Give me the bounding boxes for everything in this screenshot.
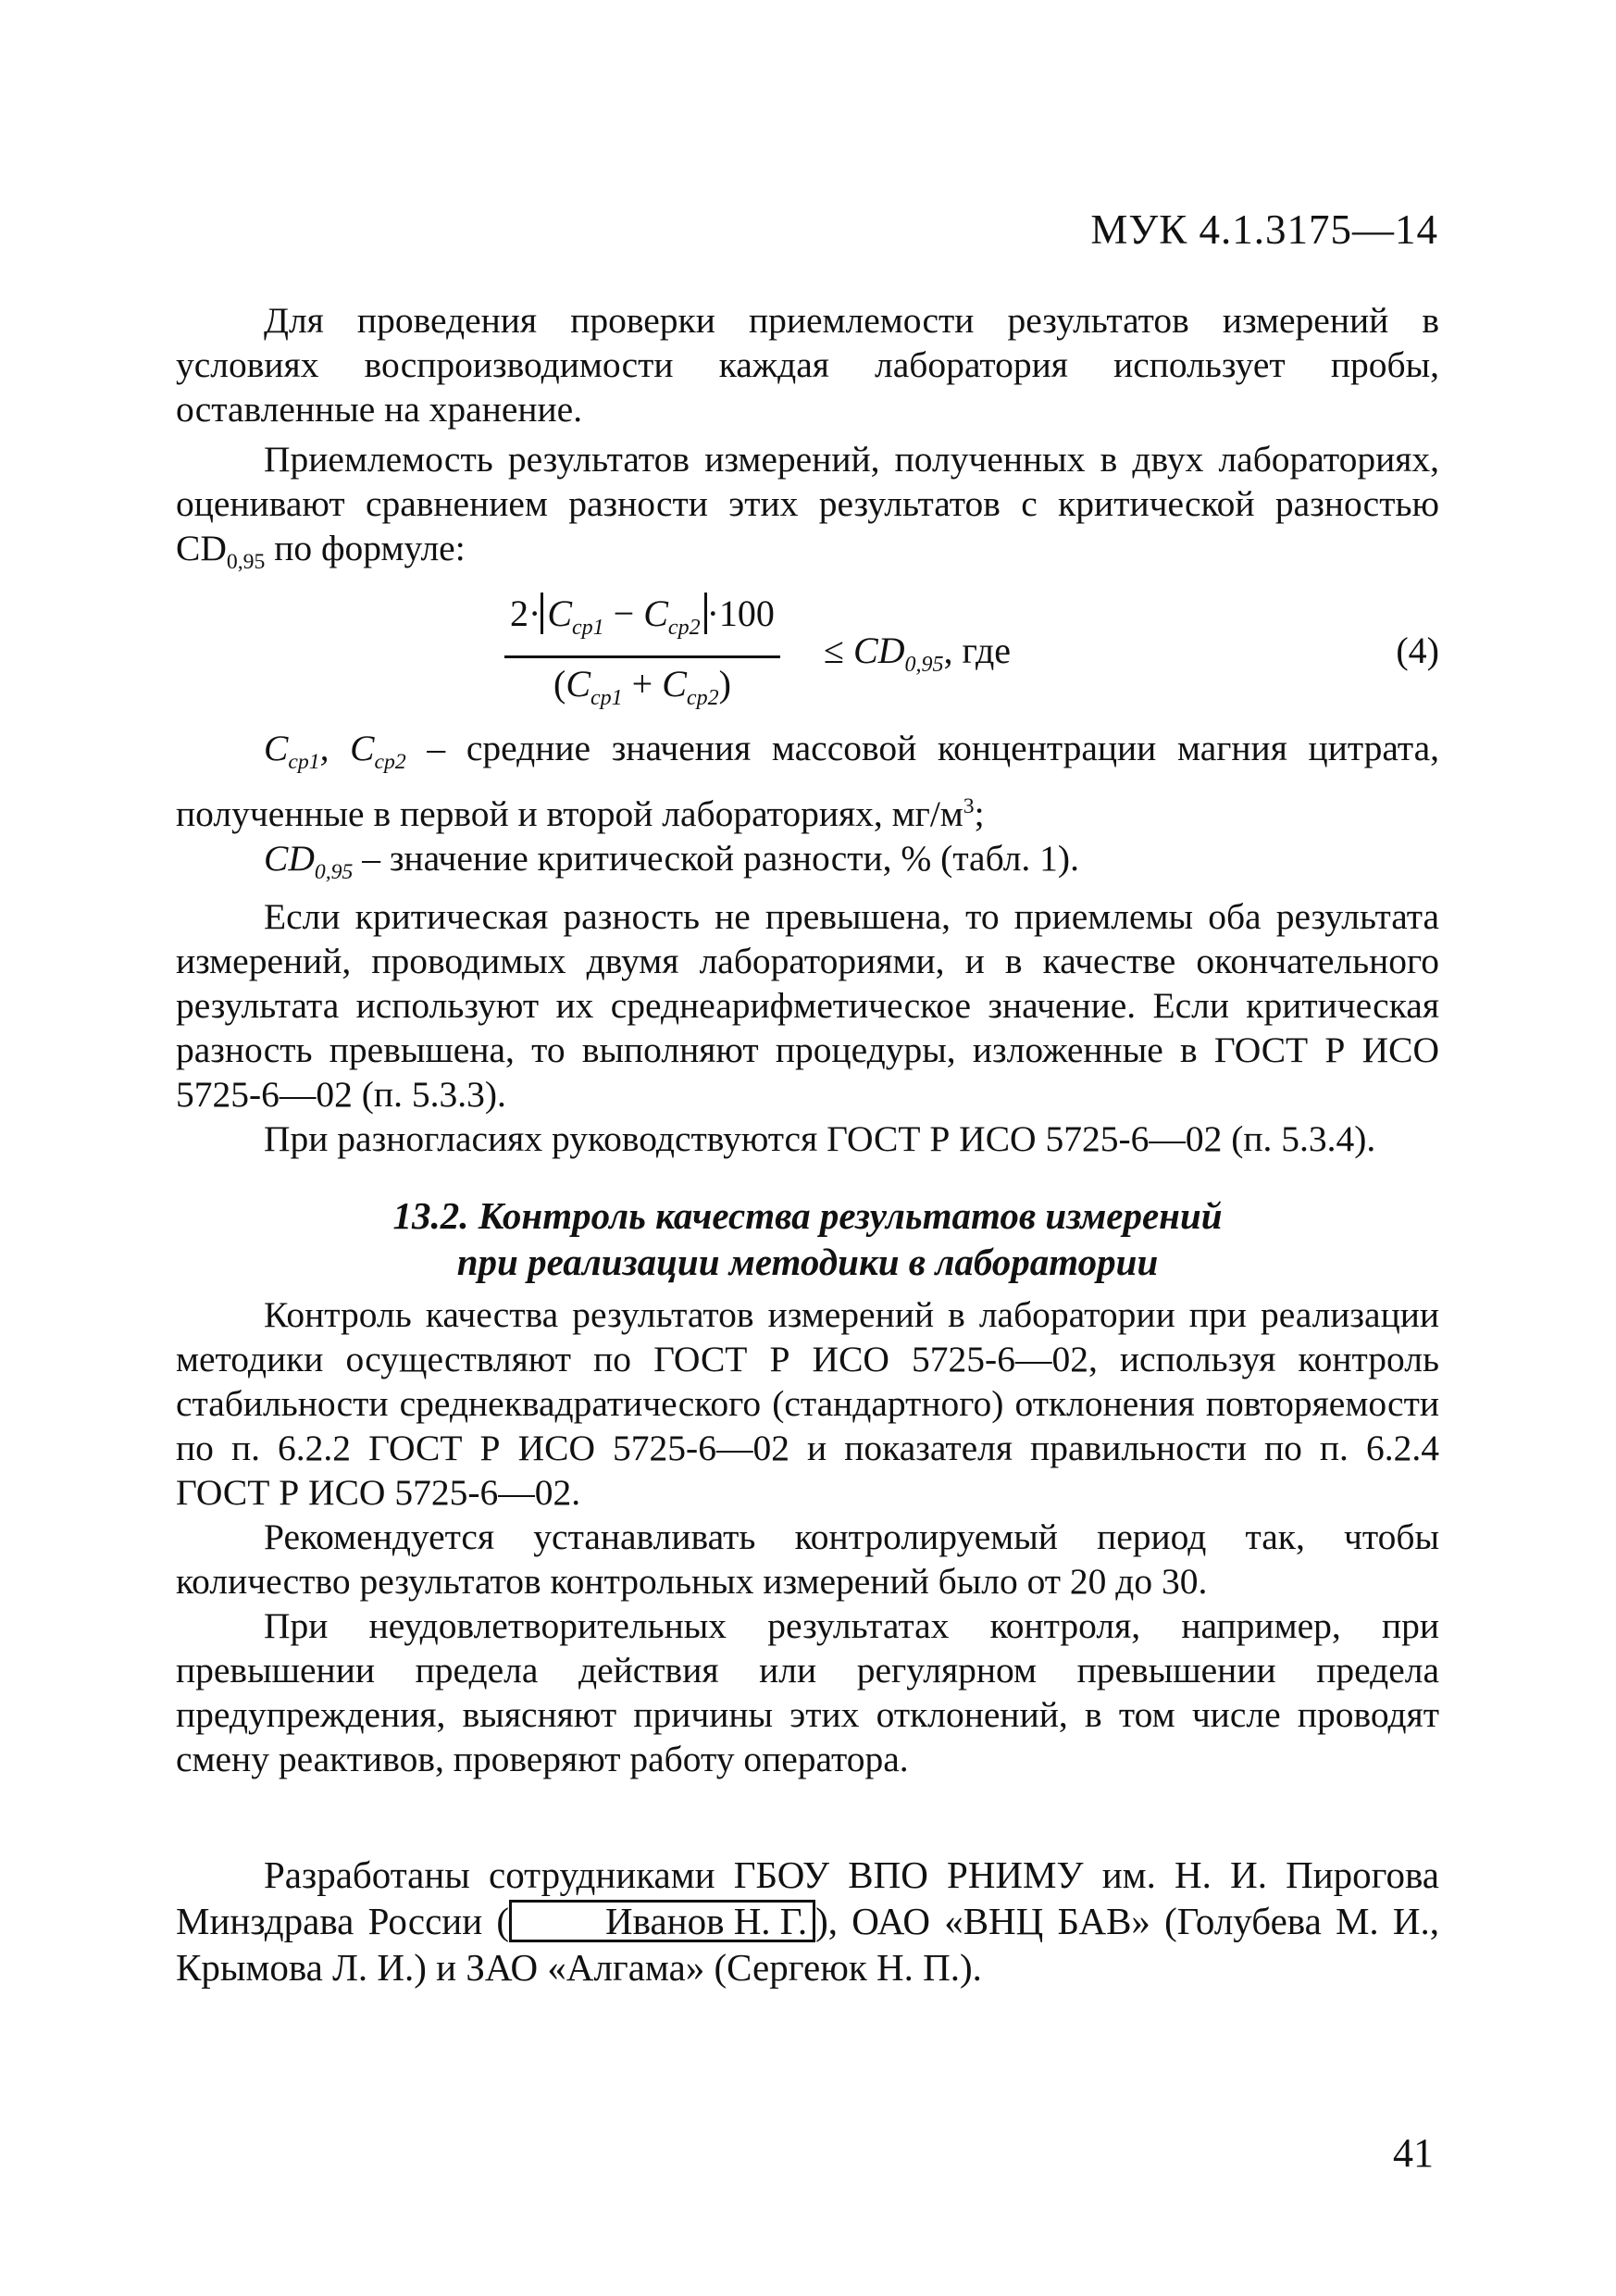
cd-subscript: 0,95 [226,549,266,574]
document-code: МУК 4.1.3175—14 [1090,206,1438,253]
page-number: 41 [1393,2130,1434,2176]
paragraph-reproducibility: Для проведения проверки приемлемости результатов измерений в условиях воспроизводимости каждая лаборатория использует пробы, оставленные на хранение. [176,300,1439,430]
formula-denominator: $(C_{ср1} + C_{ср2})$ [553,662,731,710]
paragraph-acceptability-text: Приемлемость результатов измерений, полученных в двух лабораториях, оценивают сравнением разности этих результатов с критической разностью CD [176,439,1439,568]
definition-c-avg: $C_{ср1}$, $C_{ср2}$ – средние значения массовой концентрации магния цитрата, полученные в первой и второй лабораториях, $мг/м^3$; [176,727,1439,834]
body-text [176,298,1439,1990]
formula-fraction [504,592,780,720]
formula-numerator: $2\cdot C_{ср1} - C_{ср2} \cdot 100$ [510,592,775,640]
boxed-author-name: Иванов Н. Г. [509,1900,815,1942]
paragraph-acceptability-tail: по формуле: [265,528,466,568]
section-title-line-2: при реализации методики в лаборатории [456,1240,1159,1283]
paragraph-unsatisfactory-results: При неудовлетворительных результатах контроля, например, при превышении предела действия или регулярном превышении предела предупреждения, выясняют причины этих отклонений, в том числе проводят смену реактивов, проверяют работу оператора. [176,1604,1439,1779]
paragraph-quality-control: Контроль качества результатов измерений в лаборатории при реализации методики осуществляют по ГОСТ Р ИСО 5725-6—02, используя контроль стабильности среднеквадратического (стандартного) отклонения повторяемости по п. 6.2.2 ГОСТ Р ИСО 5725-6—02 и показателя правильности по п. 6.2.4 ГОСТ Р ИСО 5725-6—02. [176,1293,1439,1513]
credits-text-before: Разработаны сотрудниками ГБОУ ВПО РНИМУ им. Н. И. Пирогова Минздрава России ( [176,1853,1439,1942]
definition-cd: $CD_{0,95}$ – значение критической разности, % (табл. 1). [264,837,1079,884]
formula-4 [176,592,1439,717]
paragraph-control-period: Рекомендуется устанавливать контролируемый период так, чтобы количество результатов контрольных измерений было от 20 до 30. [176,1516,1439,1602]
credits-paragraph [176,1852,1439,1990]
section-title-line-1: 13.2. Контроль качества результатов измерений [392,1193,1223,1237]
paragraph-disagreements: При разногласиях руководствуются ГОСТ Р ИСО 5725-6—02 (п. 5.3.4). [264,1117,1376,1159]
section-title-13-2 [176,1192,1439,1285]
equation-number: (4) [1396,629,1439,671]
credits-text-after: ), ОАО «ВНЦ БАВ» (Голубева М. И., Крымова Л. И.) и ЗАО «Алгама» (Сергеюк Н. П.). [176,1899,1439,1989]
paragraph-critical-difference: Если критическая разность не превышена, то приемлемы оба результата измерений, проводимых двумя лабораториями, и в качестве окончательного результата используют их среднеарифметическое значение. Если критическая разность превышена, то выполняют процедуры, изложенные в ГОСТ Р ИСО 5725-6—02 (п. 5.3.3). [176,895,1439,1115]
formula-rhs: ≤ $CD_{0,95}$, где [824,629,1012,677]
paragraph-acceptability [176,437,1439,584]
